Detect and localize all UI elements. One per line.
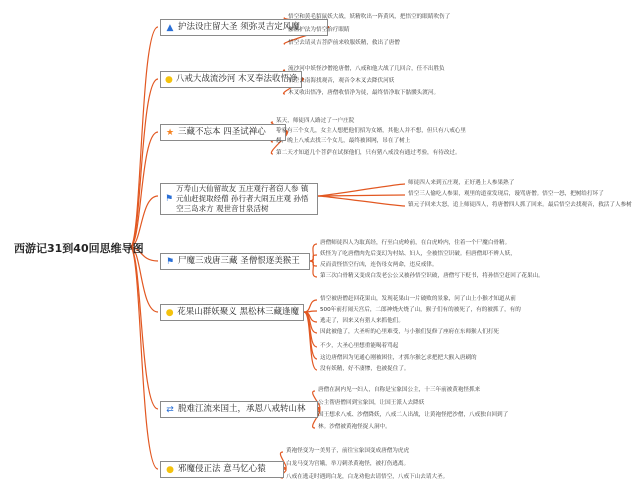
topic-to-leaf-line bbox=[318, 196, 405, 206]
topic-label: 八戒大战流沙河 木叉奉法收悟净 bbox=[175, 74, 298, 84]
leaf-text: 唐僧师徒四人为取真经，行至白虎岭前，在白虎岭内，住着一个尸魔白骨精。 bbox=[320, 240, 511, 246]
topic-label: 邪魔侵正法 意马忆心猿 bbox=[178, 464, 266, 474]
leaf-text: 想，晚上八戒去找三个女儿，最终被困网，吊在了树上 bbox=[276, 138, 411, 144]
topic-7[interactable] bbox=[160, 401, 318, 418]
leaf-text: 没有妖精，好不凄惨，也被捉住了。 bbox=[320, 366, 410, 372]
root-to-topic-line bbox=[130, 132, 158, 247]
leaf-text: 国王想求八戒、沙僧降妖，八戒二人出战，让黄袍怪把沙僧，八戒独自回到了 bbox=[318, 412, 509, 418]
topic-2[interactable] bbox=[160, 71, 302, 88]
leaf-text: 黄袍怪变为一美男子，前往宝象国变成唐僧为虎虎 bbox=[286, 448, 410, 454]
leaf-text: 황家有三个女儿，女主人想把他们招为女婿，其他人并不想，但只有八戒心里 bbox=[276, 128, 466, 134]
leaf-text: 木叉收出悟净，唐僧收悟净为徒，最终悟净取下骷髅头渡河。 bbox=[288, 90, 440, 96]
topic-label: 三藏不忘本 四圣试禅心 bbox=[178, 127, 266, 137]
leaf-text: 第三次白骨精又变成白发老公公又被孙悟空识破，唐僧写下贬书，将孙悟空赶回了花果山。 bbox=[320, 273, 544, 279]
topic-to-leaf-line bbox=[304, 300, 317, 312]
topic-5[interactable] bbox=[160, 253, 310, 270]
root-topic[interactable]: 西游记31到40回思维导图 bbox=[14, 242, 144, 255]
topic-to-leaf-line bbox=[304, 312, 317, 359]
bulb-icon: ● bbox=[165, 307, 174, 318]
leaf-text: 这边唐僧因为见通心刚被困住，才抓尔猴乞求把把大猴入唐刷的 bbox=[320, 355, 477, 361]
leaf-text: 公主帮唐僧回到宝象国，让国王派人去降妖 bbox=[318, 400, 425, 406]
topic-3[interactable] bbox=[160, 124, 286, 141]
topic-to-leaf-line bbox=[310, 261, 317, 277]
leaf-text: 唐僧在洞内见一妇人，自称是宝象国公主，十三年前被黄袍怪抓来 bbox=[318, 387, 481, 393]
topic-label: 花果山群妖聚义 黑松林三藏逢魔 bbox=[177, 307, 299, 317]
leaf-text: 流沙河中妖怪沙僧抢唐僧，八戒和他大战了几回合，任不出胜负 bbox=[288, 66, 445, 72]
topic-to-leaf-line bbox=[318, 184, 405, 196]
topic-6[interactable] bbox=[160, 304, 304, 321]
leaf-text: 师徒四人来到五庄观，正好遇上人参果熟了 bbox=[408, 180, 515, 186]
leaf-text: 逃走了，因来又有猎人来抓他们。 bbox=[320, 318, 404, 324]
leaf-text: 某天，师徒四人路过了一户庄院 bbox=[276, 118, 355, 124]
leaf-text: 白龙马变为宫娥，举刀刺杀黄袍怪，被打伤逃离。 bbox=[286, 461, 410, 467]
leaf-text: 因此被他了，大圣听的心里难受，与小猴们复修了座府在东师猴人们打死 bbox=[320, 329, 500, 335]
leaf-text: 悟空三人偷吃人参果，观里的道童发现后，谩骂唐僧。悟空一怒，把树给打坏了 bbox=[408, 191, 604, 197]
topic-to-leaf-line bbox=[310, 255, 317, 261]
leaf-text: 第二天才知道几个菩萨在试探他们，只有猪八戒没有通过考验，有待改过。 bbox=[276, 150, 461, 156]
bulb-icon: ● bbox=[165, 74, 173, 85]
flag-icon: ⚑ bbox=[165, 256, 175, 267]
star-icon: ★ bbox=[165, 127, 175, 138]
leaf-text: 不少，大圣心里想重能喝着骂起 bbox=[320, 343, 399, 349]
topic-8[interactable] bbox=[160, 461, 284, 478]
topic-label: 万寿山大仙留故友 五庄观行者窃人参 镇元仙赶捉取经僧 孙行者大闹五庄观 孙悟空三岛求方 观世音甘泉活树 bbox=[176, 184, 309, 213]
leaf-text: 悟空去南海找观音，观音令木叉去降伏河妖 bbox=[288, 78, 395, 84]
leaf-text: 悟空被唐僧赶回花果山，发现花果山一片破败的景象，问了山上小猴才知道从前 bbox=[320, 296, 516, 302]
leaf-text: 镇元子回来大怒，追上师徒四人，将唐僧四人抓了回来。最后悟空去找观音，救活了人参树 bbox=[408, 202, 632, 208]
topic-to-leaf-line bbox=[318, 195, 405, 196]
leaf-text: 悟空去请灵吉菩萨前来收服妖精，救出了唐僧 bbox=[288, 40, 400, 46]
leaf-text: 500年前打闹天宫后，二郎神烧火烧了山，猴子们有的被死了，有的被抓了，有的 bbox=[320, 307, 521, 313]
topic-label: 尸魔三戏唐三藏 圣僧恨逐美猴王 bbox=[178, 256, 300, 266]
fire-icon: ▲ bbox=[166, 22, 174, 33]
topic-label: 脱难江流来国土，承恩八戒转山林 bbox=[178, 404, 306, 414]
leaf-text: 八戒在逃走时遇到白龙，白龙劝他去请悟空，八戒下山去请大圣。 bbox=[286, 474, 449, 480]
topic-to-leaf-line bbox=[304, 312, 317, 370]
topic-label: 护法设庄留大圣 须弥灵吉定风魔 bbox=[178, 22, 300, 32]
leaf-text: 伽蓝护法为悟空治疗眼睛 bbox=[288, 27, 350, 33]
bulb-icon: ● bbox=[166, 464, 174, 475]
flag-icon: ⚑ bbox=[165, 194, 174, 204]
topic-4[interactable] bbox=[160, 183, 318, 215]
leaf-text: 反而责怪悟空行凶，连伤母女两命，违反戒律。 bbox=[320, 262, 438, 268]
leaf-text: 悟空和黄毛貂鼠妖大战，妖精吹出一阵黄风，把悟空的眼睛吹伤了 bbox=[288, 14, 451, 20]
leaf-text: 妖怪为了吃唐僧肉先后变幻为村姑、妇人，全被悟空识破。但唐僧却不辨人妖， bbox=[320, 251, 516, 257]
arrow-icon: ⇄ bbox=[166, 404, 174, 415]
leaf-text: 林。沙僧被黄袍怪捉人洞中。 bbox=[318, 424, 391, 430]
